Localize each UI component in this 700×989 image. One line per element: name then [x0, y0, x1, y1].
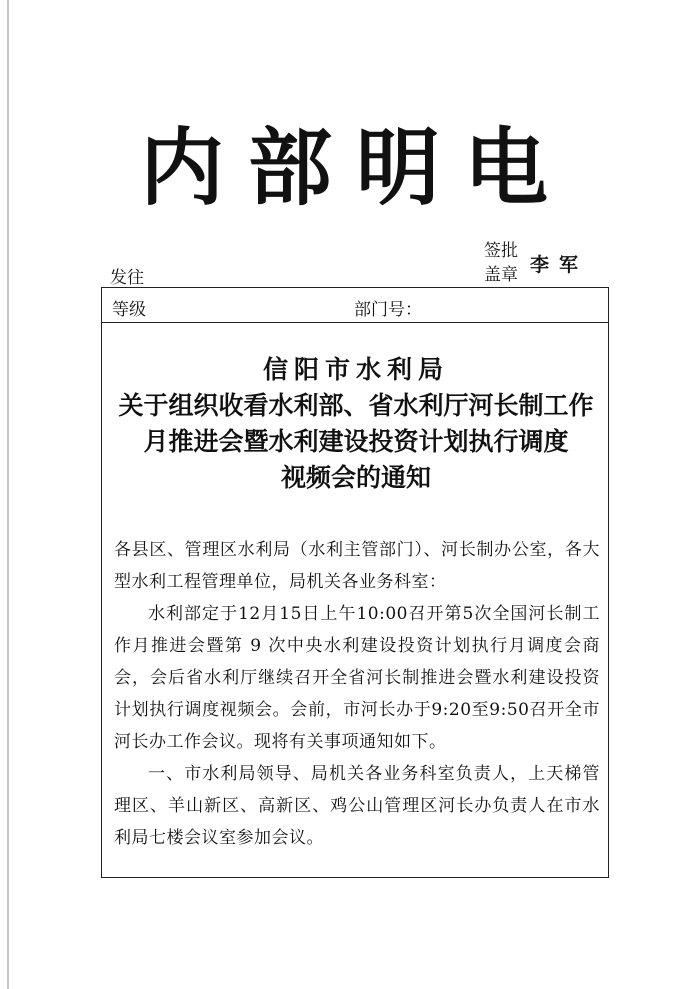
notice-title-line-1: 关于组织收看水利部、省水利厅河长制工作: [118, 391, 594, 420]
signer-name: 李军: [530, 254, 589, 276]
notice-title-line-2: 月推进会暨水利建设投资计划执行调度: [143, 427, 569, 456]
document-title: 内部明电: [139, 118, 572, 217]
approval-label-seal: 盖章: [484, 265, 518, 285]
telegram-body-box: [101, 287, 609, 878]
addressees-paragraph: 各县区、管理区水利局（水利主管部门）、河长制办公室，各大型水利工程管理单位，局机关各业务科室：: [114, 540, 600, 592]
body-paragraph-2: 一、市水利局领导、局机关各业务科室负责人，上天梯管理区、羊山新区、高新区、鸡公山管理区河长办负责人在市水利局七楼会议室参加会议。: [114, 764, 600, 848]
grade-label: 等级: [112, 300, 146, 320]
body-paragraph-1: 水利部定于12月15日上午10:00召开第5次全国河长制工作月推进会暨第 9 次中央水利建设投资计划执行月调度会商会，会后省水利厅继续召开全省河长制推进会暨水利建设投资计划执行调度视频会。会前，市河长办于9:20至9:50召开全市河长办工作会议。现将有关事项通知如下。: [114, 604, 600, 752]
approval-label-sign: 签批: [484, 241, 518, 261]
send-to-label: 发往: [110, 268, 144, 288]
issuer-heading: 信阳市水利局: [262, 355, 449, 384]
header-divider: [102, 322, 608, 323]
department-number-label: 部门号：: [354, 300, 422, 320]
notice-body: [114, 534, 600, 854]
notice-title-line-3: 视频会的通知: [280, 463, 431, 492]
